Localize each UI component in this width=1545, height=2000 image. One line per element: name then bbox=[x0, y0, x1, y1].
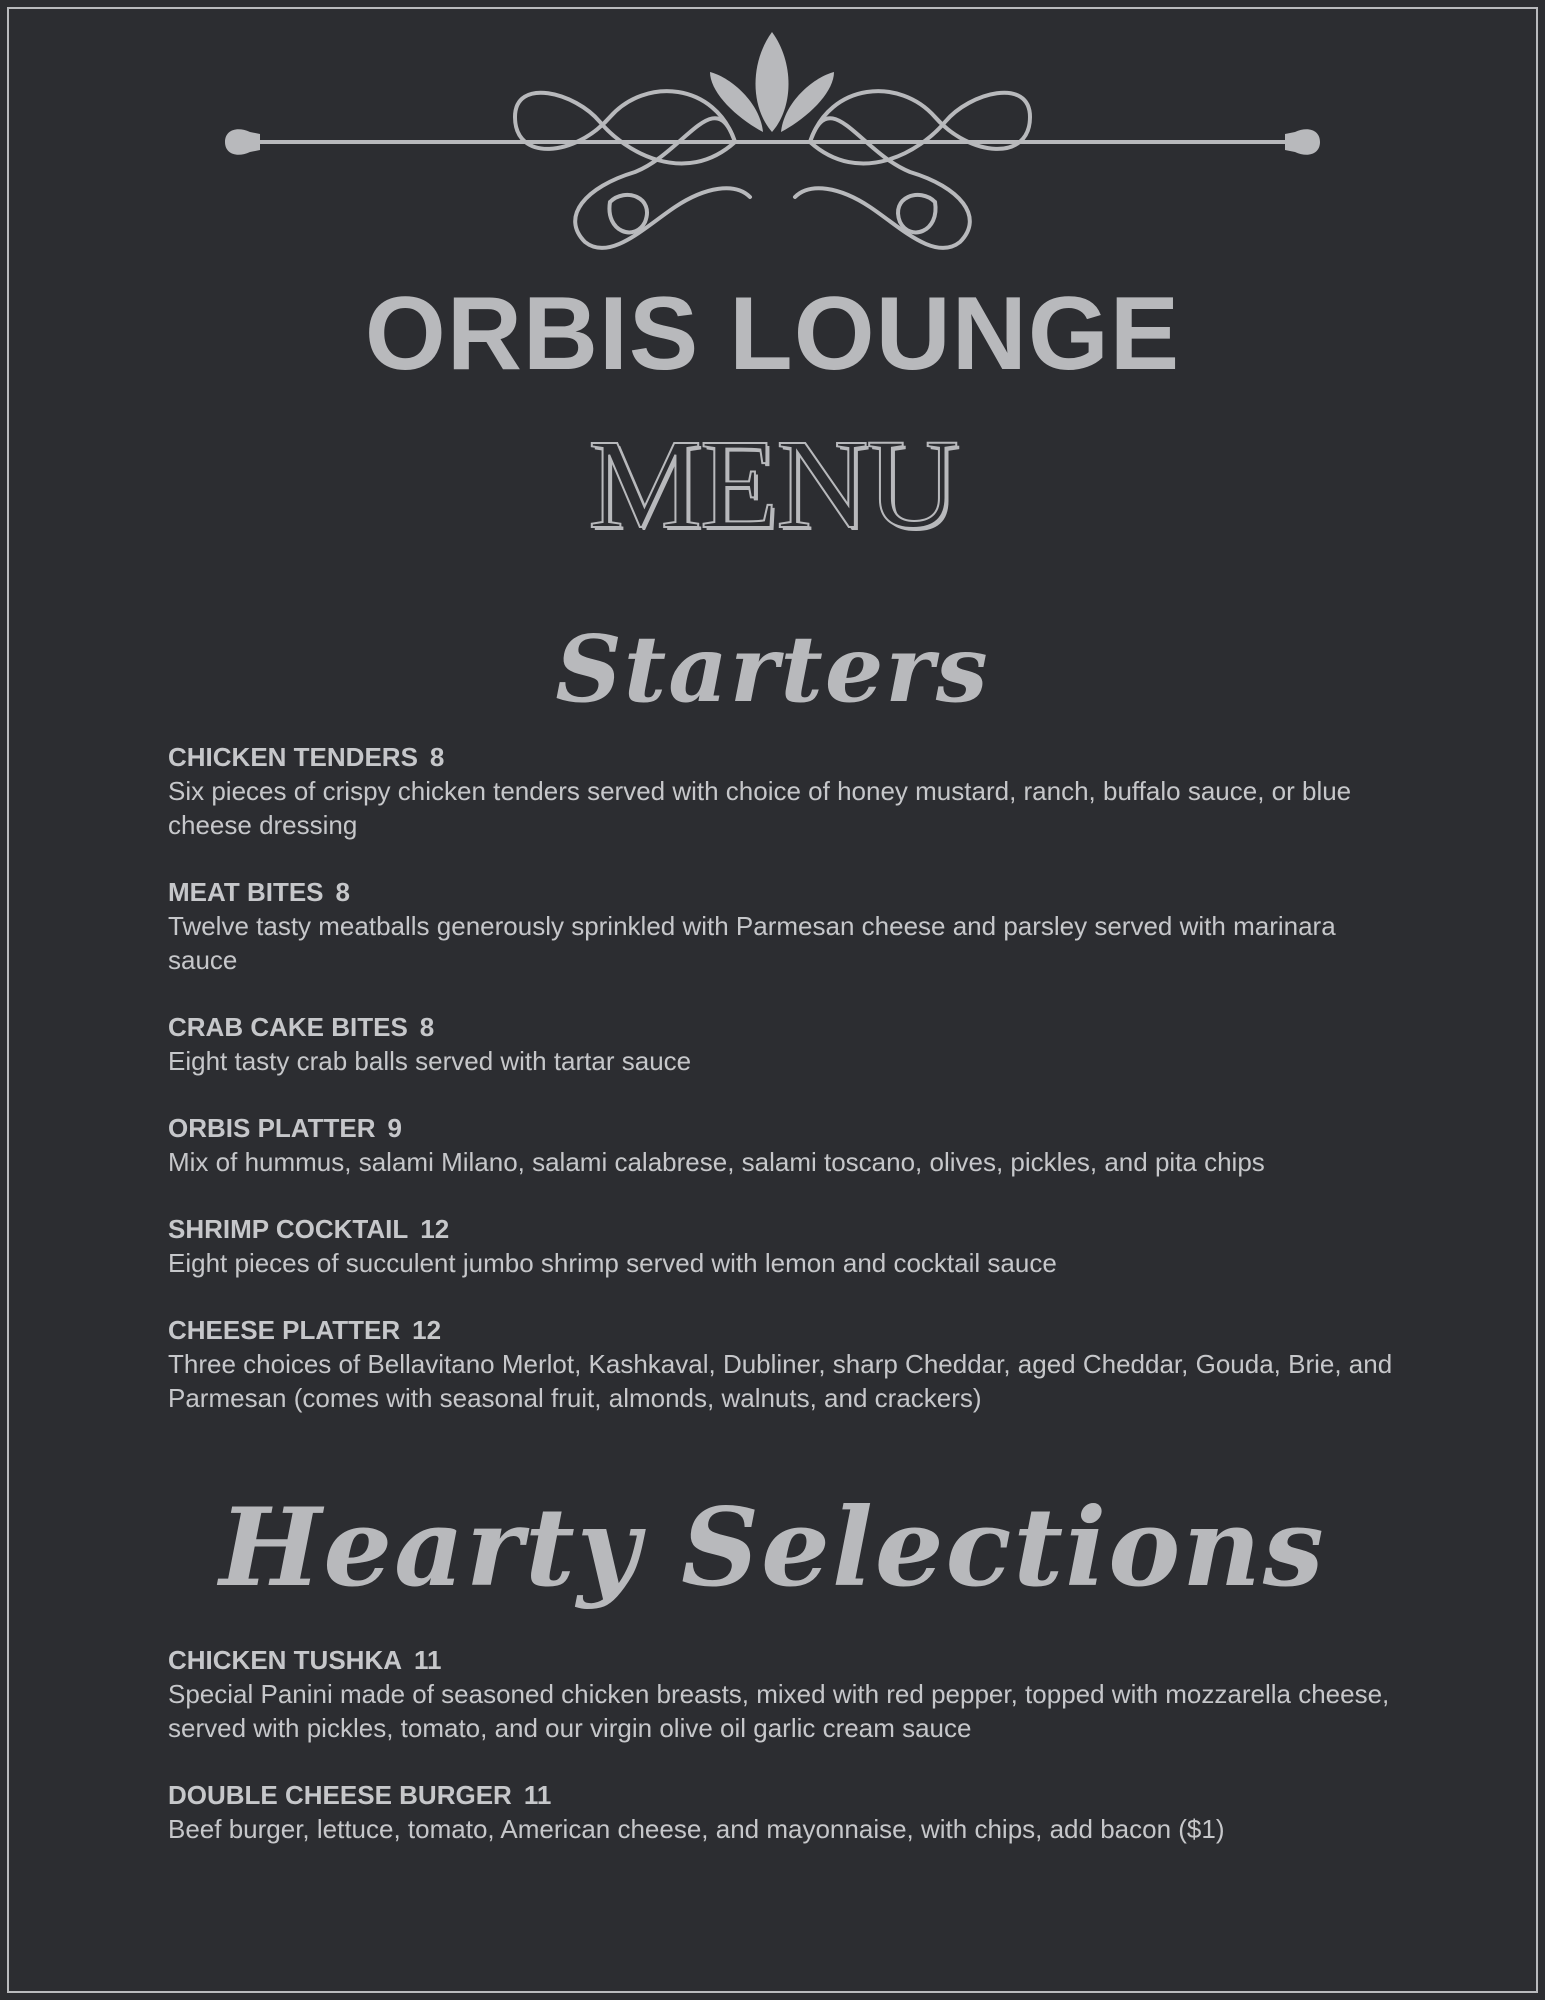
item-heading bbox=[168, 1010, 1408, 1044]
item-description: Beef burger, lettuce, tomato, American cheese, and mayonnaise, with chips, add bacon ($1) bbox=[168, 1814, 1225, 1844]
item-description: Mix of hummus, salami Milano, salami calabrese, salami toscano, olives, pickles, and pita chips bbox=[168, 1147, 1265, 1177]
item-heading bbox=[168, 1212, 1408, 1246]
item-price: 11 bbox=[523, 1780, 552, 1810]
menu-item bbox=[168, 1643, 1408, 1745]
item-price: 9 bbox=[387, 1113, 402, 1143]
starters-list bbox=[168, 740, 1408, 1448]
item-name: CHICKEN TUSHKA bbox=[168, 1645, 402, 1675]
hearty-selections-list bbox=[168, 1643, 1408, 1879]
flourish-ornament-icon bbox=[215, 22, 1330, 262]
item-name: CHEESE PLATTER bbox=[168, 1315, 401, 1345]
menu-item bbox=[168, 740, 1408, 842]
item-heading bbox=[168, 740, 1408, 774]
item-price: 8 bbox=[429, 742, 445, 772]
item-heading bbox=[168, 875, 1408, 909]
menu-item bbox=[168, 875, 1408, 977]
item-name: MEAT BITES bbox=[168, 877, 324, 907]
item-price: 8 bbox=[335, 877, 350, 907]
item-description: Special Panini made of seasoned chicken breasts, mixed with red pepper, topped with mozzarella cheese, served with pickles, tomato, and our virgin olive oil garlic cream sauce bbox=[168, 1679, 1390, 1743]
item-description: Twelve tasty meatballs generously sprinkled with Parmesan cheese and parsley served with marinara sauce bbox=[168, 911, 1336, 975]
item-description: Eight pieces of succulent jumbo shrimp served with lemon and cocktail sauce bbox=[168, 1248, 1057, 1278]
menu-item bbox=[168, 1111, 1408, 1179]
item-heading bbox=[168, 1778, 1408, 1812]
menu-heading: MENU bbox=[588, 413, 957, 555]
item-description: Eight tasty crab balls served with tartar sauce bbox=[168, 1046, 692, 1076]
item-name: ORBIS PLATTER bbox=[168, 1113, 376, 1143]
item-heading bbox=[168, 1643, 1408, 1677]
item-price: 8 bbox=[419, 1012, 435, 1042]
item-name: DOUBLE CHEESE BURGER bbox=[168, 1780, 512, 1810]
menu-item bbox=[168, 1010, 1408, 1078]
brand-title: ORBIS LOUNGE bbox=[364, 276, 1181, 392]
item-price: 12 bbox=[412, 1315, 442, 1345]
menu-item bbox=[168, 1313, 1408, 1415]
item-heading bbox=[168, 1111, 1408, 1145]
section-title-hearty-selections: Hearty Selections bbox=[219, 1485, 1326, 1611]
item-description: Six pieces of crispy chicken tenders served with choice of honey mustard, ranch, buffalo sauce, or blue cheese dressing bbox=[168, 776, 1352, 840]
menu-item bbox=[168, 1212, 1408, 1280]
section-title-starters: Starters bbox=[555, 615, 990, 723]
item-heading bbox=[168, 1313, 1408, 1347]
item-name: CHICKEN TENDERS bbox=[168, 742, 418, 772]
item-price: 12 bbox=[420, 1214, 450, 1244]
item-name: CRAB CAKE BITES bbox=[168, 1012, 408, 1042]
menu-item bbox=[168, 1778, 1408, 1846]
item-description: Three choices of Bellavitano Merlot, Kashkaval, Dubliner, sharp Cheddar, aged Cheddar, Gouda, Brie, and Parmesan (comes with seasonal fruit, almonds, walnuts, and crackers) bbox=[168, 1349, 1393, 1413]
item-price: 11 bbox=[414, 1645, 442, 1675]
item-name: SHRIMP COCKTAIL bbox=[168, 1214, 409, 1244]
